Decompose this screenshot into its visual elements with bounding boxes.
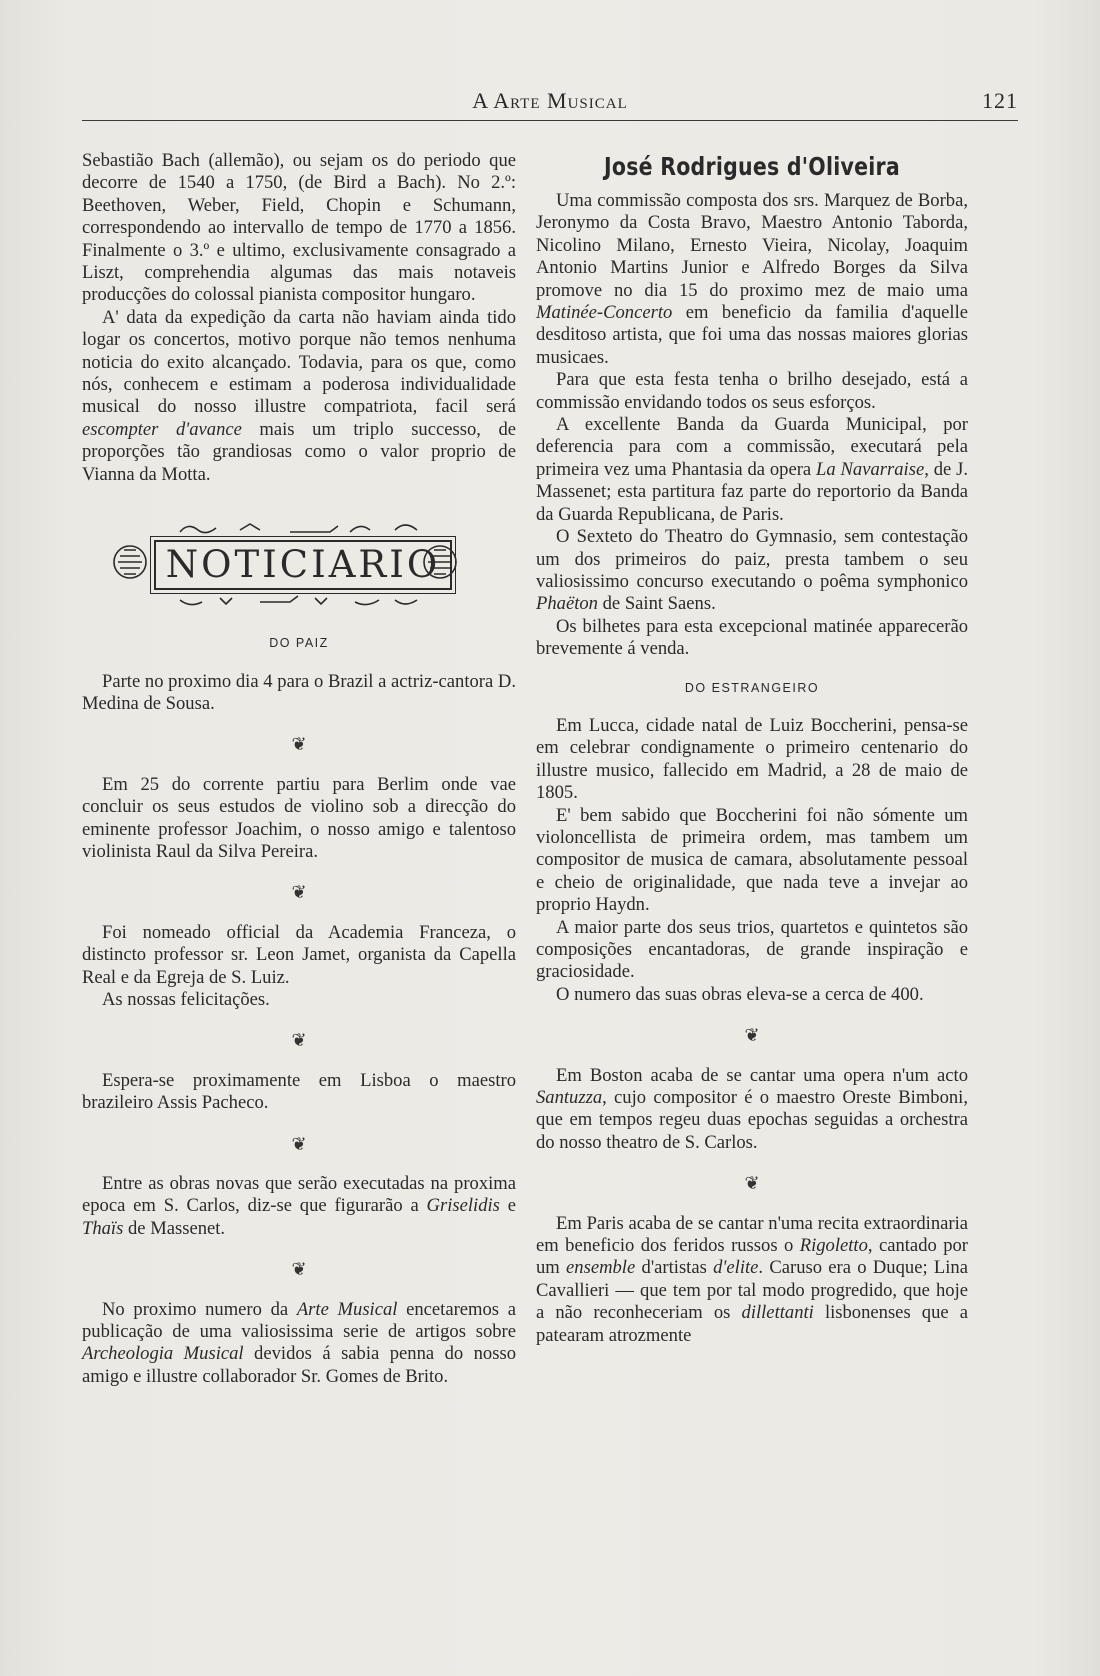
news-item: Em 25 do corrente partiu para Berlim onde vae concluir os seus estudos de violino sob a direcção do eminente professor Joachim, o nosso amigo e talentoso violinista Raul da Silva Pereira. [82, 773, 516, 862]
subhead-do-paiz: DO PAIZ [269, 636, 329, 651]
running-header [82, 84, 1018, 120]
paragraph: O Sexteto do Theatro do Gymnasio, sem contestação um dos primeiros do paiz, presta tambem o seu valiosissimo concurso executando o poêma symphonico Phaëton de Saint Saens. [536, 526, 968, 615]
paragraph: Para que esta festa tenha o brilho desejado, está a commissão envidando todos os seus esforços. [536, 369, 968, 413]
fleuron-icon: ❦ [291, 1030, 307, 1051]
news-item: Em Paris acaba de se cantar n'uma recita extraordinaria em beneficio dos feridos russos o Rigoletto, cantado por um ensemble d'artistas d'elite. Caruso era o Duque; Lina Cavallieri — que tem por tal modo progredido, que hoje a não reconheceriam os dillettanti lisbonenses que a patearam atrozmente [536, 1212, 968, 1346]
subhead-do-estrangeiro: DO ESTRANGEIRO [684, 680, 820, 695]
paragraph: A' data da expedição da carta não haviam ainda tido logar os concertos, motivo porque não temos nenhuma noticia do exito alcançado. Todavia, para os que, como nós, conhecem e estimam a poderosa individualidade musical do nosso illustre compatriota, facil será escompter d'avance mais um triplo successo, de proporções tão grandiosas como o valor proprio de Vianna da Motta. [82, 306, 516, 485]
news-item: A maior parte dos seus trios, quartetos e quintetos são composições encantadoras, de grande inspiração e graciosidade. [536, 916, 968, 983]
paragraph: A excellente Banda da Guarda Municipal, por deferencia para com a commissão, executará pela primeira vez uma Phantasia da opera La Navarraise, de J. Massenet; esta partitura faz parte do reportorio da Banda da Guarda Republicana, de Paris. [536, 414, 968, 525]
fleuron-icon: ❦ [744, 1025, 760, 1046]
header-rule [82, 120, 1018, 121]
paragraph: Os bilhetes para esta excepcional matinée apparecerão brevemente á venda. [536, 615, 968, 660]
running-title: A Arte Musical [472, 88, 628, 113]
left-column [82, 150, 516, 1388]
section-banner-title: NOTICIARIO [154, 540, 452, 590]
news-item: Em Boston acaba de se cantar uma opera n'um acto Santuzza, cujo compositor é o maestro Oreste Bimboni, que em tempos regeu duas epochas seguidas a orchestra do nosso theatro de S. Carlos. [536, 1064, 968, 1153]
fleuron-icon: ❦ [744, 1173, 760, 1194]
article-heading: José Rodrigues d'Oliveira [604, 152, 900, 181]
noticiario-banner [82, 516, 516, 616]
paragraph: Uma commissão composta dos srs. Marquez de Borba, Jeronymo da Costa Bravo, Maestro Antonio Taborda, Nicolino Milano, Ernesto Vieira, Nicolay, Joaquim Antonio Martins Junior e Alfredo Borges da Silva promove no dia 15 do proximo mez de maio uma Matinée-Concerto em beneficio da familia d'aquelle desditoso artista, que foi uma das nossas maiores glorias musicaes. [536, 190, 968, 368]
fleuron-icon: ❦ [291, 1133, 307, 1154]
right-column [536, 150, 968, 1347]
news-item: Parte no proximo dia 4 para o Brazil a actriz-cantora D. Medina de Sousa. [82, 670, 516, 714]
news-item: No proximo numero da Arte Musical encetaremos a publicação de uma valiosissima serie de artigos sobre Archeologia Musical devidos á sabia penna do nosso amigo e illustre collaborador Sr. Gomes de Brito. [82, 1298, 516, 1387]
fleuron-icon: ❦ [291, 882, 307, 903]
news-item: Entre as obras novas que serão executadas na proxima epoca em S. Carlos, diz-se que figurarão a Griselidis e Thaïs de Massenet. [82, 1173, 516, 1239]
fleuron-icon: ❦ [291, 734, 307, 755]
fleuron-icon: ❦ [291, 1259, 307, 1280]
paragraph: Sebastião Bach (allemão), ou sejam os do periodo que decorre de 1540 a 1750, (de Bird a Bach). No 2.º: Beethoven, Weber, Field, Chopin e Schumann, correspondendo ao intervallo de tempo de 1770 a 1856. Finalmente o 3.º e ultimo, exclusivamente consagrado a Liszt, comprehendia algumas das mais notaveis producções do colossal pianista compositor hungaro. [82, 150, 516, 306]
page-number: 121 [982, 88, 1018, 113]
news-item: O numero das suas obras eleva-se a cerca de 400. [556, 983, 924, 1005]
news-item: Foi nomeado official da Academia Franceza, o distincto professor sr. Leon Jamet, organista da Capella Real e da Egreja de S. Luiz. [82, 921, 516, 988]
news-item: E' bem sabido que Boccherini foi não sómente um violoncellista de primeira ordem, mas tambem um compositor de musica de camara, absolutamente pessoal e cheio de originalidade, que nada teve a invejar ao proprio Haydn. [536, 804, 968, 916]
news-item: As nossas felicitações. [102, 988, 270, 1010]
news-item: Em Lucca, cidade natal de Luiz Boccherini, pensa-se em celebrar condignamente o primeiro centenario do illustre musico, fallecido em Madrid, a 28 de maio de 1805. [536, 714, 968, 804]
news-item: Espera-se proximamente em Lisboa o maestro brazileiro Assis Pacheco. [82, 1069, 516, 1114]
